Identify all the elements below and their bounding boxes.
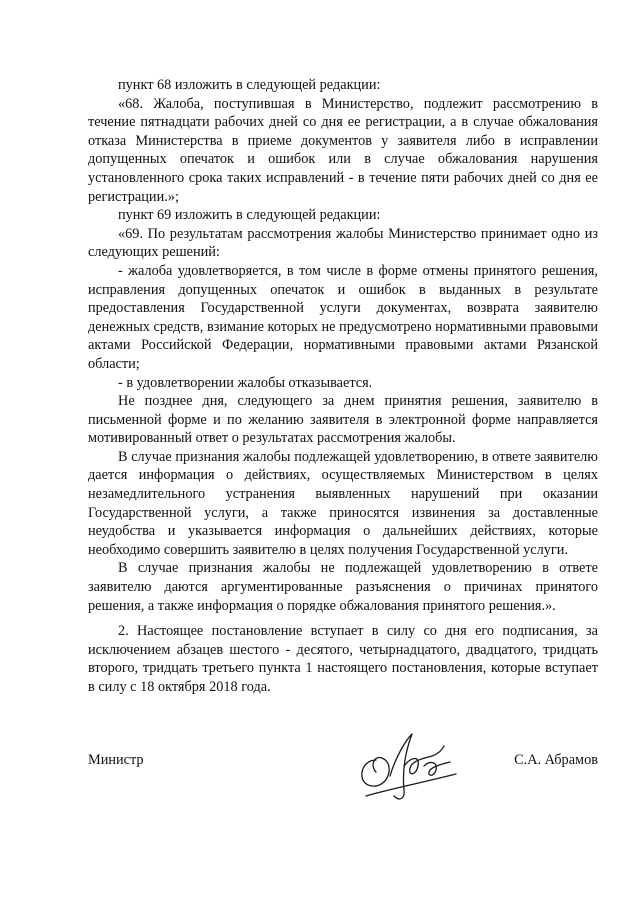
paragraph-refused-answer: В случае признания жалобы не подлежащей удовлетворению в ответе заявителю даются аргументированные разъяснения о причинах принятого решения, а также информация о порядке обжалования принятого решения.». — [88, 560, 598, 614]
paragraph-answer-deadline: Не позднее дня, следующего за днем принятия решения, заявителю в письменной форме и по желанию заявителя в электронной форме направляется мотивированный ответ о результатах рассмотрения жалобы. — [88, 393, 598, 447]
signature-block — [88, 752, 598, 832]
paragraph-complaint-refused: - в удовлетворении жалобы отказывается. — [118, 374, 373, 391]
paragraph-item-68-text: «68. Жалоба, поступившая в Министерство, подлежит рассмотрению в течение пятнадцати рабочих дней со дня ее регистрации, а в случае обжалования отказа Министерства в приеме документов у заявителя либо в исправлении допущенных опечаток и ошибок или в случае обжалования нарушения установленного срока таких исправлений - в течение пяти рабочих дней со дня ее регистрации.»; — [88, 95, 598, 205]
paragraph-item-69-intro: пункт 69 изложить в следующей редакции: — [118, 207, 381, 224]
paragraph-item-69-text: «69. По результатам рассмотрения жалобы Министерство принимает одно из следующих решений: — [88, 225, 598, 261]
document-body — [88, 76, 598, 697]
paragraph-effective-date: 2. Настоящее постановление вступает в силу со дня его подписания, за исключением абзацев шестого - десятого, четырнадцатого, двадцатого, тридцать второго, тридцать третьего пункта 1 настоящего постановления, которые вступает в силу с 18 октября 2018 года. — [88, 623, 598, 695]
paragraph-complaint-satisfied: - жалоба удовлетворяется, в том числе в форме отмены принятого решения, исправления допущенных опечаток и ошибок в выданных в результате предоставления Государственной услуги документах, возврата заявителю денежных средств, взимание которых не предусмотрено нормативными правовыми актами Российской Федерации, нормативными правовыми актами Рязанской области; — [88, 262, 598, 372]
signatory-role: Министр — [88, 752, 144, 768]
paragraph-satisfied-answer: В случае признания жалобы подлежащей удовлетворению, в ответе заявителю дается информация о действиях, осуществляемых Министерством в целях незамедлительного устранения выявленных нарушений при оказании Государственной услуги, а также приносятся извинения за доставленные неудобства и указывается информация о дальнейших действиях, которые необходимо совершить заявителю в целях получения Государственной услуги. — [88, 448, 598, 558]
signatory-name: С.А. Абрамов — [514, 752, 598, 768]
handwritten-signature — [346, 726, 466, 806]
paragraph-item-68-intro: пункт 68 изложить в следующей редакции: — [118, 77, 381, 93]
